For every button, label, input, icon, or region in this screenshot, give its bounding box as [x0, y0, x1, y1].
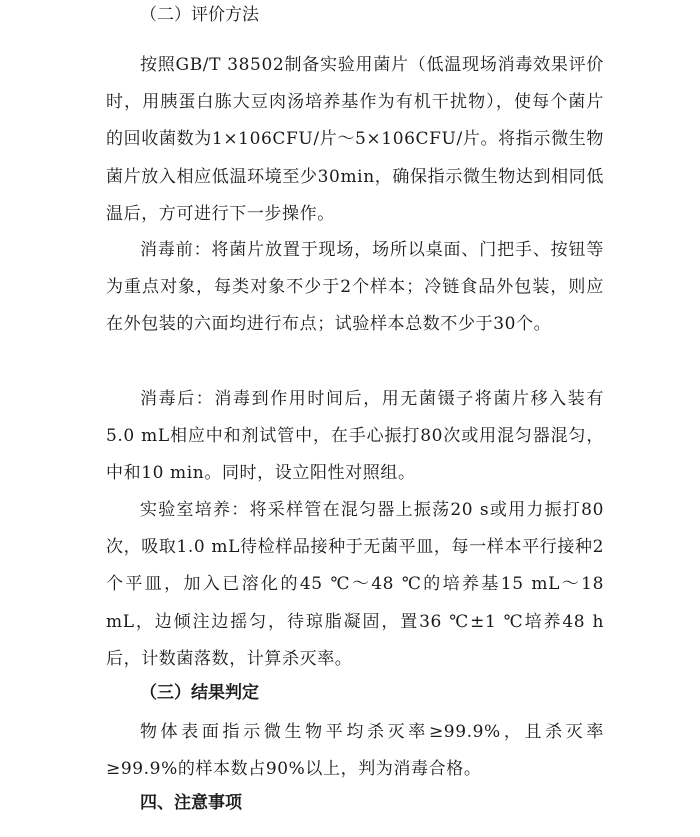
section-heading-result-judgment: （三）结果判定 [140, 683, 259, 703]
paragraph-result-judgment: 物体表面指示微生物平均杀灭率≥99.9%，且杀灭率≥99.9%的样本数占90%以上，判为消毒合格。 [106, 722, 604, 780]
section-heading-precautions: 四、注意事项 [140, 793, 242, 813]
paragraph-after-disinfection: 消毒后：消毒到作用时间后，用无菌镊子将菌片移入装有5.0 mL相应中和剂试管中，在手心振打80次或用混匀器混匀，中和10 min。同时，设立阳性对照组。 [106, 389, 604, 484]
paragraph-lab-culture: 实验室培养：将采样管在混匀器上振荡20 s或用力振打80次，吸取1.0 mL待检样品接种于无菌平皿，每一样本平行接种2个平皿，加入已溶化的45 ℃～48 ℃的培养基15 mL～18 mL，边倾注边摇匀，待琼脂凝固，置36 ℃±1 ℃培养48 h后，计数菌落数，计算杀灭率。 [106, 500, 604, 669]
section-heading-evaluation-method: （二）评价方法 [140, 5, 259, 25]
paragraph-before-disinfection: 消毒前：将菌片放置于现场，场所以桌面、门把手、按钮等为重点对象，每类对象不少于2个样本；冷链食品外包装，则应在外包装的六面均进行布点；试验样本总数不少于30个。 [106, 240, 604, 335]
paragraph-carrier-preparation: 按照GB/T 38502制备实验用菌片（低温现场消毒效果评价时，用胰蛋白胨大豆肉汤培养基作为有机干扰物），使每个菌片的回收菌数为1×106CFU/片～5×106CFU/片。将指示微生物菌片放入相应低温环境至少30min，确保指示微生物达到相同低温后，方可进行下一步操作。 [106, 55, 604, 224]
